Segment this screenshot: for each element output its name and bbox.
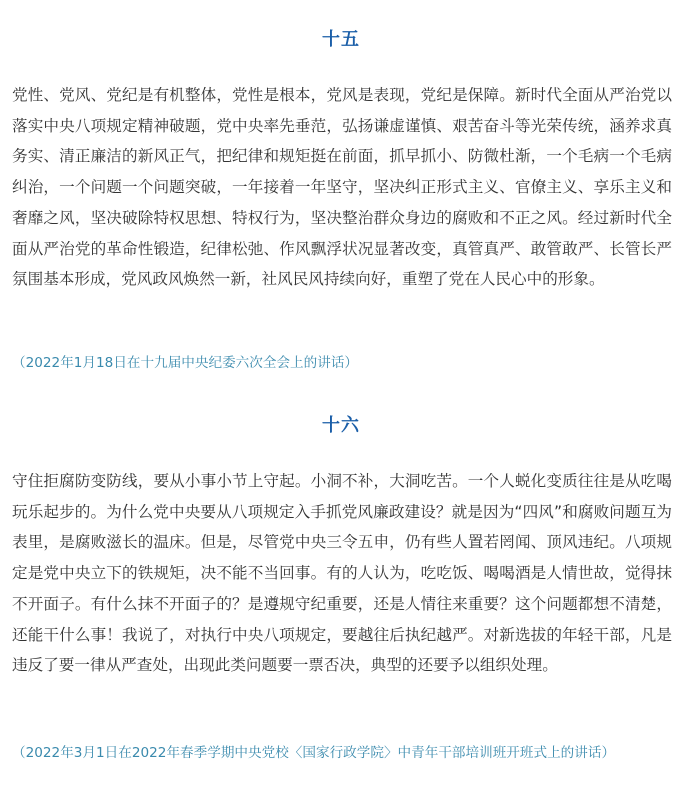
section-title: 十六 [322,415,360,436]
section-body: 党性、党风、党纪是有机整体，党性是根本，党风是表现，党纪是保障。新时代全面从严治党以落实中央八项规定精神破题，党中央率先垂范，弘扬谦虚谨慎、艰苦奋斗等光荣传统，涵养求真务实、清正廉洁的新风正气，把纪律和规矩挺在前面，抓早抓小、防微杜渐，一个毛病一个毛病纠治，一个问题一个问题突破，一年接着一年坚守，坚决纠正形式主义、官僚主义、享乐主义和奢靡之风，坚决破除特权思想、特权行为，坚决整治群众身边的腐败和不正之风。经过新时代全面从严治党的革命性锻造，纪律松弛、作风飘浮状况显著改变，真管真严、敢管敢严、长管长严氛围基本形成，党风政风焕然一新，社风民风持续向好，重塑了党在人民心中的形象。 [12,86,672,289]
section-source: （2022年3月1日在2022年春季学期中央党校〈国家行政学院〉中青年干部培训班开班式上的讲话） [12,745,616,761]
section-source: （2022年1月18日在十九届中央纪委六次全会上的讲话） [12,355,359,371]
section-title: 十五 [322,29,360,50]
section-body: 守住拒腐防变防线，要从小事小节上守起。小洞不补，大洞吃苦。一个人蜕化变质往往是从吃喝玩乐起步的。为什么党中央要从八项规定入手抓党风廉政建设？就是因为“四风”和腐败问题互为表里，是腐败滋长的温床。但是，尽管党中央三令五申，仍有些人置若罔闻、顶风违纪。八项规定是党中央立下的铁规矩，决不能不当回事。有的人认为，吃吃饭、喝喝酒是人情世故，觉得抹不开面子。有什么抹不开面子的？是遵规守纪重要，还是人情往来重要？这个问题都想不清楚，还能干什么事！我说了，对执行中央八项规定，要越往后执纪越严。对新选拔的年轻干部，凡是违反了要一律从严查处，出现此类问题要一票否决，典型的还要予以组织处理。 [12,472,672,675]
